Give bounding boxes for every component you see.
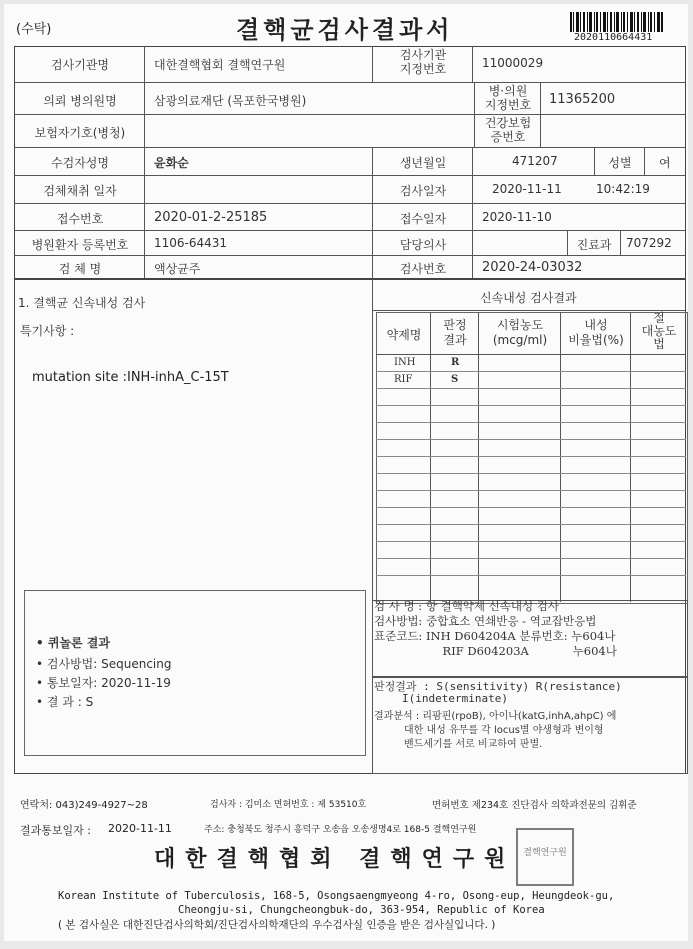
agency-code-value: 11000029 [482, 56, 544, 70]
method-line: 검사방법: 중합효소 연쇄반응 - 역교잡반응법 [374, 614, 597, 628]
quinolone-box [24, 590, 366, 756]
license-info: 면허번호 제234호 진단검사 의학과전문의 김휘준 [432, 800, 637, 811]
english-address-2: Cheongju-si, Chungcheongbuk-do, 363-954, Republic of Korea [178, 904, 545, 916]
quinolone-result: • 결 과 : S [36, 695, 94, 709]
analysis-line-1: 결과분석 : 리팜핀(rpoB), 아이나(katG,inhA,ahpC) 에 [374, 711, 617, 722]
test-date-value: 2020-11-11 [492, 182, 562, 196]
code-line-2: RIF D604203A 누604나 [406, 644, 617, 658]
specimen-label: 검 체 명 [58, 262, 102, 276]
report-date-label: 결과통보일자 : [20, 824, 91, 837]
result-document [4, 4, 688, 941]
barcode-number: 2020110664431 [574, 32, 653, 43]
remarks-label: 특기사항 : [20, 324, 75, 338]
organization-name: 대한결핵협회 결핵연구원 [154, 846, 516, 872]
test-date-label: 검사일자 [399, 184, 447, 198]
requester-value: 삼광의료재단 (목포한국병원) [154, 94, 307, 108]
drug-name: INH [394, 357, 416, 368]
test-time-value: 10:42:19 [596, 182, 650, 196]
sex-label: 성별 [608, 156, 632, 170]
method-name-line: 검 사 명 : 항 결핵약제 신속내성 검사 [374, 599, 559, 613]
birth-value: 471207 [512, 154, 558, 168]
drug-result: S [451, 374, 459, 385]
inspector: 검사자 : 김미소 면허번호 : 제 53510호 [210, 800, 367, 810]
requester-label: 의뢰 병의원명 [43, 94, 117, 108]
health-ins-label: 건강보험 증번호 [484, 116, 532, 144]
barcode [570, 12, 664, 32]
english-address-1: Korean Institute of Tuberculosis, 168-5, Osongsaengmyeong 4-ro, Osong-eup, Heungdeok-gu, [58, 890, 615, 902]
clinic-code-value: 11365200 [549, 92, 616, 107]
receipt-date-value: 2020-11-10 [482, 210, 552, 224]
document-title: 결핵균검사결과서 [236, 15, 454, 44]
agency-code-label: 검사기관 지정번호 [399, 48, 447, 76]
col-judge: 판정 결과 [443, 318, 467, 347]
clinic-code-label: 병·의원 지정번호 [484, 84, 532, 112]
dept-value: 707292 [626, 236, 672, 250]
specimen-value: 액상균주 [154, 262, 201, 276]
mutation-site: mutation site :INH-inhA_C-15T [32, 370, 229, 385]
certification-notice: ( 본 검사실은 대한진단검사의학회/진단검사의학재단의 우수검사실 인증을 받은 검사실입니다. ) [58, 919, 496, 931]
patient-label: 수검자성명 [51, 156, 109, 170]
doctor-label: 담당의사 [399, 238, 447, 252]
insurance-label: 보험자기호(병청) [34, 126, 126, 140]
rapid-resistance-title: 신속내성 검사결과 [480, 291, 577, 305]
inspection-agency-label: 검사기관명 [51, 58, 109, 72]
judge-line-2: I(indeterminate) [402, 692, 508, 705]
judge-line-1: 판정결과 : S(sensitivity) R(resistance) [374, 680, 622, 693]
hospital-reg-label: 병원환자 등록번호 [31, 238, 129, 252]
hospital-reg-value: 1106-64431 [154, 236, 228, 250]
collect-date-label: 검체채취 일자 [43, 184, 117, 198]
analysis-line-2: 대한 내성 유무를 각 locus별 야생형과 변이형 [404, 725, 604, 736]
patient-value: 윤화순 [154, 156, 189, 170]
receipt-no-label: 접수번호 [56, 212, 104, 226]
address: 주소: 충청북도 청주시 흥덕구 오송읍 오송생명4로 168-5 결핵연구원 [204, 825, 477, 835]
col-drug: 약제명 [386, 328, 422, 342]
report-date-value: 2020-11-11 [108, 822, 172, 835]
dept-label: 진료과 [576, 238, 612, 252]
sex-value: 여 [659, 156, 671, 170]
col-ratio: 내성 비율법(%) [568, 318, 624, 347]
quinolone-title: • 퀴놀론 결과 [36, 636, 110, 650]
code-line-1: 표준코드: INH D604204A 분류번호: 누604나 [374, 629, 616, 643]
test-no-value: 2020-24-03032 [482, 260, 583, 275]
quinolone-method: • 검사방법: Sequencing [36, 657, 172, 671]
contact: 연락처: 043)249-4927~28 [20, 800, 148, 811]
inspection-agency-value: 대한결핵협회 결핵연구원 [154, 58, 286, 72]
quinolone-report-date: • 통보일자: 2020-11-19 [36, 676, 171, 690]
official-seal: 결핵연구원 [516, 828, 574, 886]
col-concentration: 시험농도 (mcg/ml) [492, 318, 548, 347]
test-no-label: 검사번호 [399, 262, 447, 276]
drug-name: RIF [394, 374, 413, 385]
receipt-no-value: 2020-01-2-25185 [154, 210, 268, 225]
receipt-date-label: 접수일자 [399, 212, 447, 226]
drug-result: R [451, 357, 460, 368]
section-title: 1. 결핵균 신속내성 검사 [18, 296, 146, 310]
resistance-grid [376, 312, 688, 604]
receipt-tag: (수탁) [16, 22, 52, 37]
birth-label: 생년월일 [399, 156, 447, 170]
col-absolute: 절 대농도 법 [641, 311, 677, 351]
analysis-line-3: 밴드세기를 서로 비교하여 판별. [404, 739, 543, 750]
